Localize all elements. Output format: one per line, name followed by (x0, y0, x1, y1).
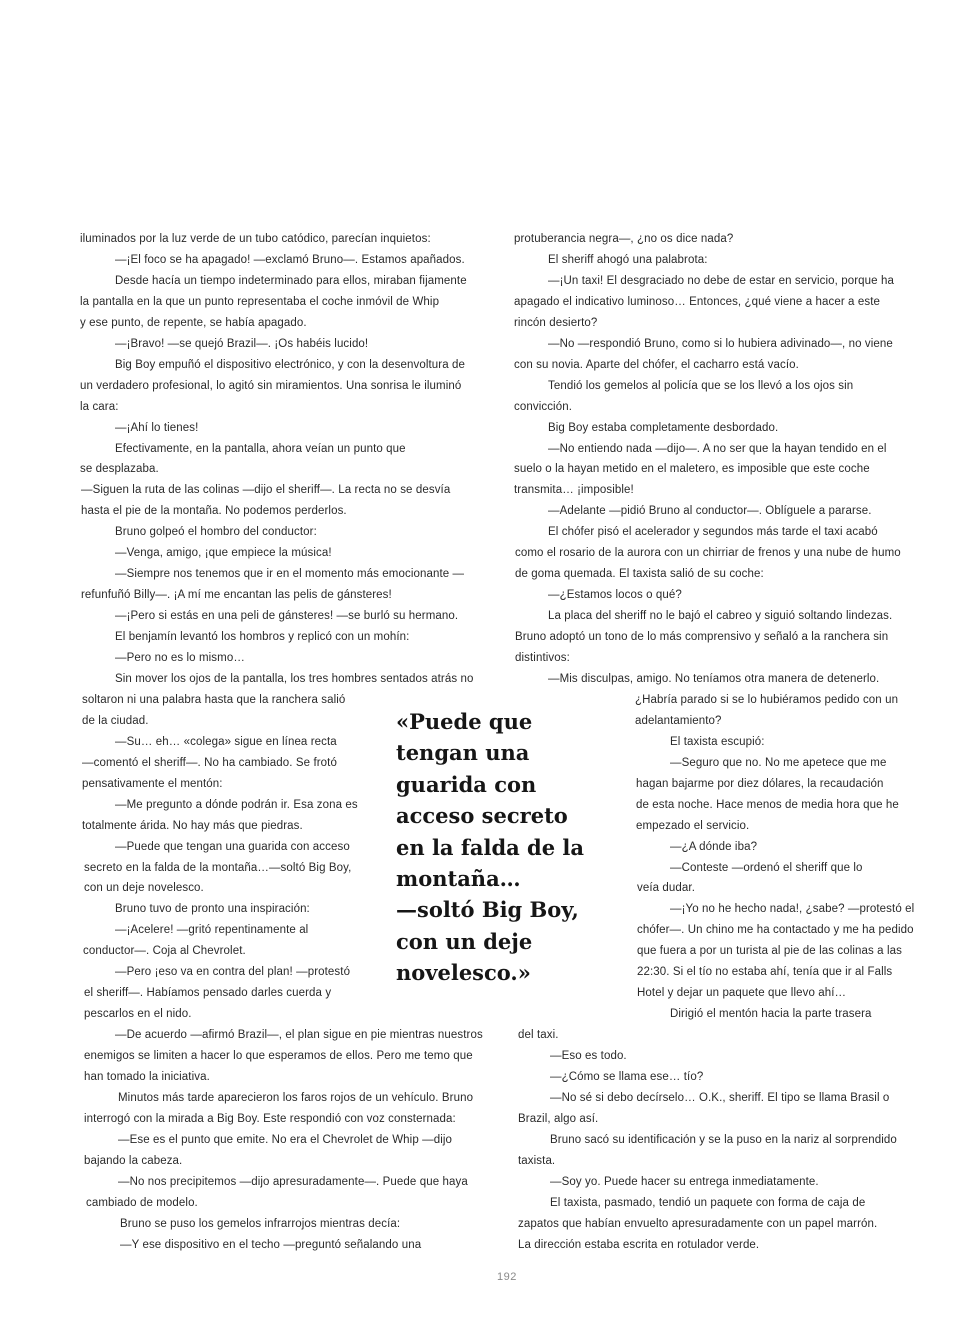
left-column-line: —comentó el sheriff—. No ha cambiado. Se frotó (82, 756, 337, 769)
right-column-line: de esta noche. Hace menos de media hora que he (636, 798, 899, 811)
pull-quote-line: novelesco.» (396, 960, 531, 986)
right-column-line: convicción. (514, 400, 572, 413)
left-column-line: la cara: (80, 400, 119, 413)
left-column-line: —Me pregunto a dónde podrán ir. Esa zona es (115, 798, 358, 811)
right-column-line: Tendió los gemelos al policía que se los llevó a los ojos sin (548, 379, 854, 392)
right-column-line: hagan bajarme por diez dólares, la recaudación (636, 777, 884, 790)
right-column-line: El sheriff ahogó una palabrota: (548, 253, 708, 266)
left-column-line: refunfuñó Billy—. ¡A mí me encantan las pelis de gánsteres! (81, 589, 392, 602)
right-column-line: —No entiendo nada —dijo—. A no ser que la hayan tendido en el (548, 442, 887, 455)
left-column-line: —Pero ¡eso va en contra del plan! —protestó (115, 966, 351, 979)
right-column-line: Hotel y dejar un paquete que llevo ahí… (637, 987, 847, 1000)
right-column-line: que fuera a por un turista al pie de las colinas a las (637, 945, 902, 958)
left-column-line: —Siempre nos tenemos que ir en el momento más emocionante — (115, 568, 465, 581)
right-column-line: —¡Un taxi! El desgraciado no debe de estar en servicio, porque ha (548, 274, 894, 287)
left-column-line: el sheriff—. Habíamos pensado darles cuerda y (84, 987, 332, 1000)
left-column-line: Big Boy empuñó el dispositivo electrónico, y con la desenvoltura de (115, 358, 465, 371)
right-column-line: La dirección estaba escrita en rotulador verde. (518, 1238, 760, 1251)
right-column-line: veía dudar. (637, 882, 696, 895)
right-column-line: El chófer pisó el acelerador y segundos más tarde el taxi acabó (548, 526, 878, 539)
pull-quote-line: guarida con (396, 771, 537, 797)
right-column-line: Big Boy estaba completamente desbordado. (548, 421, 779, 434)
left-column-line: —Pero no es lo mismo… (115, 652, 245, 664)
right-column-line: ¿Habría parado si se lo hubiéramos pedido con un (635, 693, 899, 706)
right-column-line: como el rosario de la aurora con un chirriar de frenos y una nube de humo (515, 547, 901, 560)
right-column-line: —Mis disculpas, amigo. No teníamos otra manera de detenerlo. (548, 673, 880, 685)
left-column-line: —Puede que tengan una guarida con acceso (115, 840, 350, 853)
left-column-line: —Venga, amigo, ¡que empiece la música! (115, 547, 332, 560)
right-column-line: —¿Estamos locos o qué? (548, 589, 682, 602)
left-column-line: Bruno se puso los gemelos infrarrojos mientras decía: (120, 1217, 401, 1230)
left-column-line: la pantalla en la que un punto representaba el coche inmóvil de Whip (80, 295, 440, 308)
left-column-line: soltaron ni una palabra hasta que la ranchera salió (82, 693, 346, 706)
pull-quote-line: tengan una (396, 740, 530, 766)
right-column-line: El taxista, pasmado, tendió un paquete con forma de caja de (550, 1196, 866, 1209)
left-column-line: Bruno golpeó el hombro del conductor: (115, 526, 317, 539)
pull-quote (396, 706, 584, 989)
left-column-line: —¡Ahí lo tienes! (115, 421, 199, 434)
right-column-line: —Conteste —ordenó el sheriff que lo (670, 861, 863, 874)
pull-quote-line: —soltó Big Boy, (396, 897, 579, 923)
left-column-line: —No nos precipitemos —dijo apresuradamente—. Puede que haya (118, 1175, 468, 1188)
left-column-line: —Siguen la ruta de las colinas —dijo el sheriff—. La recta no se desvía (81, 484, 451, 497)
right-column-line: distintivos: (515, 652, 570, 664)
right-column-line: —Adelante —pidió Bruno al conductor—. Oblíguele a pararse. (548, 505, 872, 518)
pull-quote-line: «Puede que (396, 709, 533, 734)
right-column-line: —No —respondió Bruno, como si lo hubiera adivinado—, no viene (548, 337, 893, 350)
left-column-line: Sin mover los ojos de la pantalla, los tres hombres sentados atrás no (115, 673, 474, 685)
left-column-line: pescarlos en el nido. (84, 1008, 192, 1021)
left-column-line: pensativamente el mentón: (82, 777, 223, 790)
left-column-line: han tomado la iniciativa. (84, 1071, 210, 1083)
left-column-line: Desde hacía un tiempo indeterminado para ellos, miraban fijamente (115, 274, 467, 287)
right-column-line: —Eso es todo. (550, 1050, 627, 1062)
right-column-line: —No sé si debo decírselo… O.K., sheriff. El tipo se llama Brasil o (550, 1091, 890, 1104)
right-column-line: —¿A dónde iba? (670, 840, 758, 853)
left-column-line: conductor—. Coja al Chevrolet. (83, 945, 246, 958)
left-column-line: y ese punto, de repente, se había apagado. (80, 316, 307, 329)
right-column-line: rincón desierto? (514, 316, 598, 329)
left-column-line: totalmente árida. No hay más que piedras. (82, 819, 303, 832)
left-column-line: enemigos se limiten a hacer lo que esperamos de ellos. Pero me temo que (84, 1050, 473, 1062)
right-column-line: —Seguro que no. No me apetece que me (670, 756, 887, 769)
left-column-line: secreto en la falda de la montaña…—soltó Big Boy, (84, 861, 352, 874)
left-column-line: —¡El foco se ha apagado! —exclamó Bruno—. Estamos apañados. (115, 253, 465, 266)
right-column-line: Bruno adoptó un tono de lo más comprensivo y señaló a la ranchera sin (515, 631, 889, 643)
left-column-line: Minutos más tarde aparecieron los faros rojos de un vehículo. Bruno (118, 1091, 474, 1104)
left-column-line: —De acuerdo —afirmó Brazil—, el plan sigue en pie mientras nuestros (115, 1029, 483, 1042)
left-column-line: —Y ese dispositivo en el techo —preguntó señalando una (120, 1238, 422, 1251)
right-column-line: suelo o la hayan metido en el maletero, es imposible que este coche (514, 463, 870, 476)
right-column-line: zapatos que habían envuelto apresuradamente con un papel marrón. (518, 1217, 878, 1230)
pull-quote-line: con un deje (396, 928, 533, 954)
right-column-line: de goma quemada. El taxista salió de su coche: (515, 568, 764, 581)
left-column-line: El benjamín levantó los hombros y replicó con un mohín: (115, 631, 410, 643)
left-column-line: un verdadero profesional, lo agitó sin miramientos. Una sonrisa le iluminó (80, 379, 462, 392)
right-column-line: —¡Yo no he hecho nada!, ¿sabe? —protestó el (670, 903, 915, 916)
pull-quote-line: en la falda de la (396, 834, 584, 860)
right-column-line: chófer—. Un chino me ha contactado y me ha pedido (637, 924, 914, 937)
left-column-line: bajando la cabeza. (84, 1154, 183, 1167)
left-column-line: —¡Pero si estás en una peli de gánsteres! —se burló su hermano. (115, 610, 459, 623)
right-column-line: apagado el indicativo luminoso… Entonces, ¿qué viene a hacer a este (514, 295, 880, 308)
pull-quote-line: montaña… (396, 865, 521, 891)
left-column-line: hasta el pie de la montaña. No podemos perderlos. (81, 505, 347, 518)
right-column-line: transmita… ¡imposible! (514, 484, 634, 497)
left-column-line: se desplazaba. (80, 463, 159, 476)
right-column-line: El taxista escupió: (670, 735, 765, 748)
right-column-line: Bruno sacó su identificación y se la puso en la nariz al sorprendido (550, 1133, 897, 1146)
left-column-line: —¡Acelere! —gritó repentinamente al (115, 924, 309, 937)
left-column-line: Bruno tuvo de pronto una inspiración: (115, 903, 310, 916)
right-column-line: empezado el servicio. (636, 819, 750, 832)
left-column-line: de la ciudad. (82, 714, 149, 727)
page-number: 192 (497, 1271, 517, 1283)
left-column-line: cambiado de modelo. (86, 1196, 198, 1209)
left-column-line: —¡Bravo! —se quejó Brazil—. ¡Os habéis lucido! (115, 337, 369, 350)
right-column-line: —¿Cómo se llama ese… tío? (550, 1071, 704, 1083)
right-column-line: adelantamiento? (635, 714, 722, 727)
left-column-line: interrogó con la mirada a Big Boy. Este respondió con voz consternada: (84, 1112, 456, 1125)
right-column-line: protuberancia negra—, ¿no os dice nada? (514, 233, 734, 245)
left-column-line: con un deje novelesco. (84, 882, 204, 895)
right-column-line: taxista. (518, 1154, 556, 1167)
right-column-line: La placa del sheriff no le bajó el cabreo y siguió soltando lindezas. (548, 610, 893, 623)
right-column-line: Dirigió el mentón hacia la parte trasera (670, 1008, 872, 1021)
left-column-line: —Su… eh… «colega» sigue en línea recta (115, 735, 337, 748)
left-column-line: Efectivamente, en la pantalla, ahora veían un punto que (115, 442, 406, 455)
right-column-line: Brazil, algo así. (518, 1112, 599, 1125)
pull-quote-line: acceso secreto (396, 803, 568, 829)
left-column-line: —Ese es el punto que emite. No era el Chevrolet de Whip —dijo (118, 1133, 453, 1146)
right-column-line: con su novia. Aparte del chófer, el cacharro está vacío. (514, 358, 799, 371)
left-column-line: iluminados por la luz verde de un tubo catódico, parecían inquietos: (80, 233, 431, 245)
right-column-line: del taxi. (518, 1029, 559, 1042)
right-column-line: 22:30. Si el tío no estaba ahí, tenía que ir al Falls (637, 966, 893, 979)
right-column-line: —Soy yo. Puede hacer su entrega inmediatamente. (550, 1175, 819, 1188)
